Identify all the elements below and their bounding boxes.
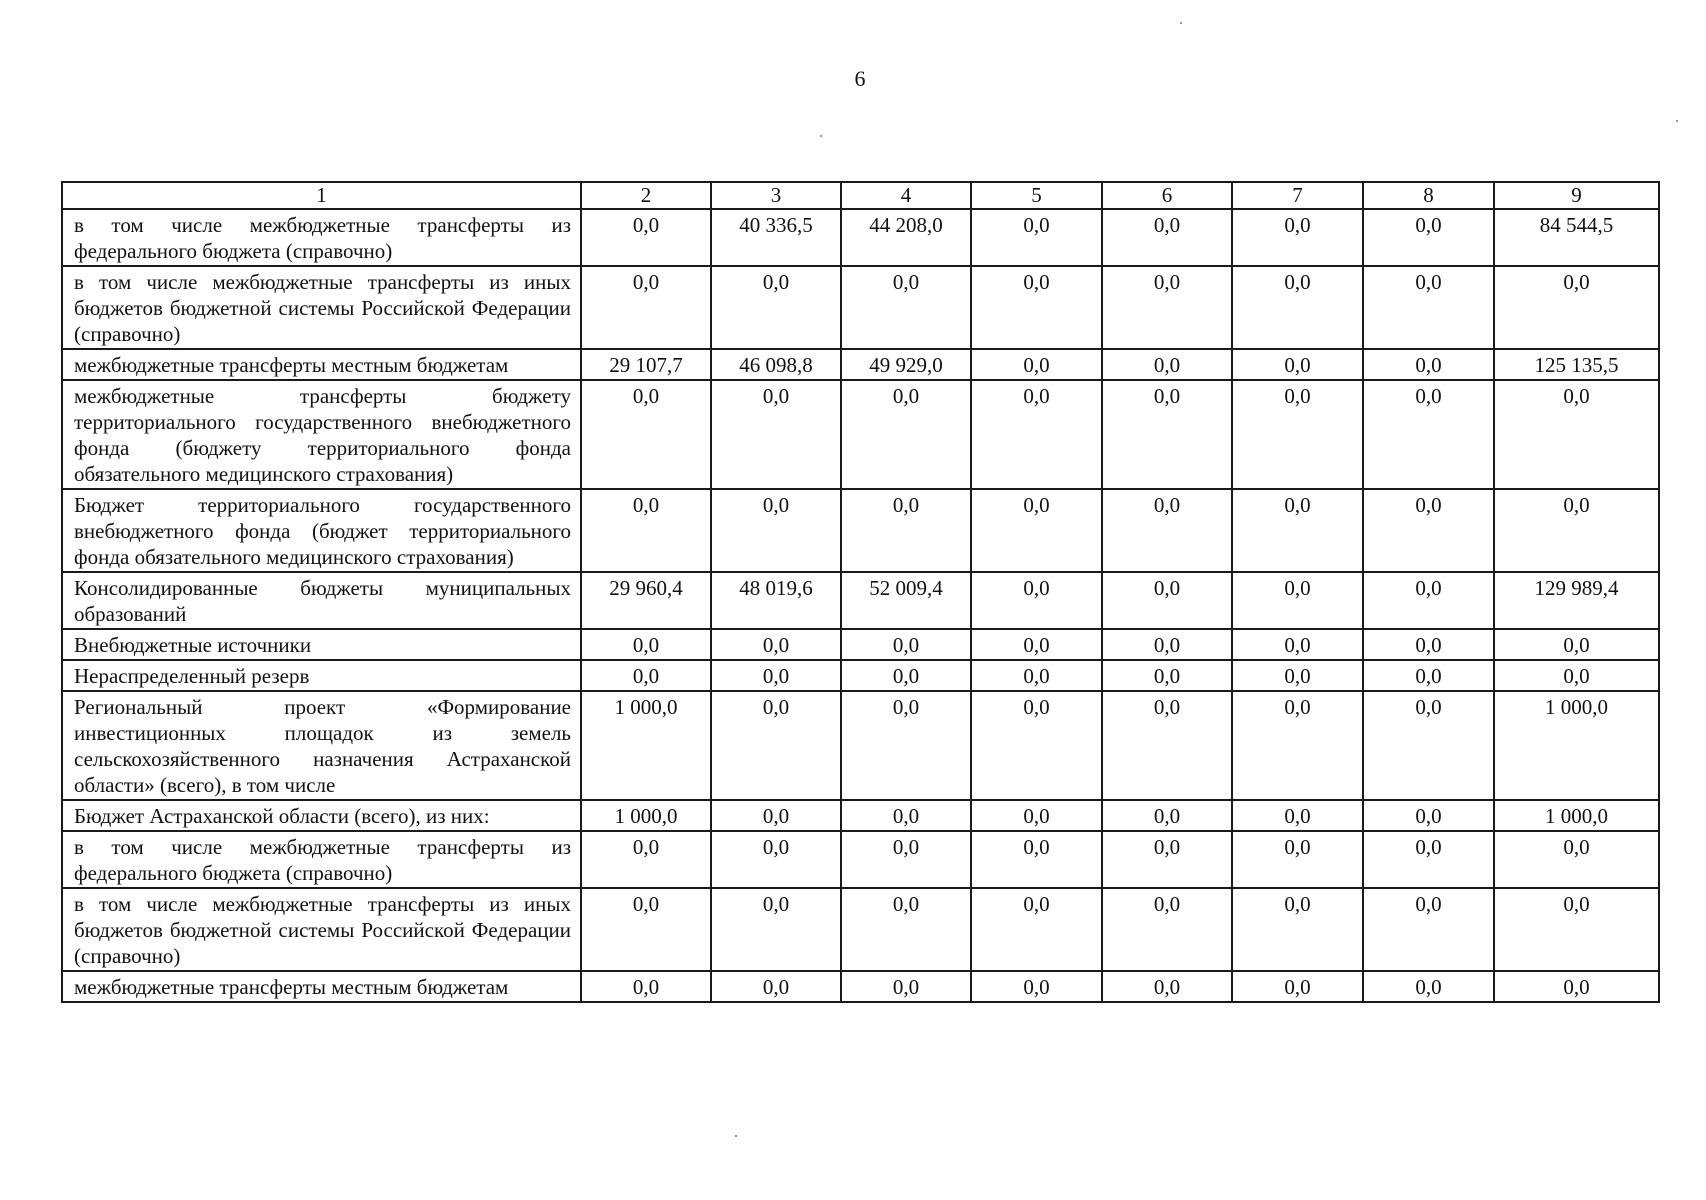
column-header: 6 <box>1102 182 1232 209</box>
table-cell: 0,0 <box>971 629 1102 660</box>
table-cell: 1 000,0 <box>1494 800 1659 831</box>
column-header: 9 <box>1494 182 1659 209</box>
table-row <box>62 888 1659 971</box>
row-label: в том числе межбюджетные трансферты из федерального бюджета (справочно) <box>62 831 581 888</box>
row-label: межбюджетные трансферты бюджету территориального государственного внебюджетного фонда (бюджету территориального фонда обязательного медицинского страхования) <box>62 380 581 489</box>
table-cell: 0,0 <box>1363 349 1494 380</box>
table-cell: 46 098,8 <box>711 349 841 380</box>
table-cell: 29 107,7 <box>581 349 711 380</box>
table-cell: 0,0 <box>581 629 711 660</box>
table-cell: 0,0 <box>971 572 1102 629</box>
table-cell: 40 336,5 <box>711 209 841 266</box>
table-cell: 0,0 <box>711 629 841 660</box>
column-header: 5 <box>971 182 1102 209</box>
table-cell: 0,0 <box>841 629 971 660</box>
column-header: 7 <box>1232 182 1363 209</box>
row-label: Бюджет Астраханской области (всего), из них: <box>62 800 581 831</box>
table-cell: 44 208,0 <box>841 209 971 266</box>
table-cell: 0,0 <box>1363 572 1494 629</box>
row-label: в том числе межбюджетные трансферты из иных бюджетов бюджетной системы Российской Федерации (справочно) <box>62 266 581 349</box>
table-cell: 0,0 <box>711 660 841 691</box>
table-cell: 0,0 <box>1363 266 1494 349</box>
table-cell: 0,0 <box>1232 209 1363 266</box>
table-cell: 0,0 <box>1102 349 1232 380</box>
table-cell: 0,0 <box>711 489 841 572</box>
table-cell: 0,0 <box>971 691 1102 800</box>
table-cell: 129 989,4 <box>1494 572 1659 629</box>
table-cell: 0,0 <box>1494 380 1659 489</box>
table-cell: 0,0 <box>581 489 711 572</box>
table-cell: 0,0 <box>1232 660 1363 691</box>
table-cell: 0,0 <box>1232 380 1363 489</box>
row-label: Бюджет территориального государственного внебюджетного фонда (бюджет территориального фонда обязательного медицинского страхования) <box>62 489 581 572</box>
table-cell: 48 019,6 <box>711 572 841 629</box>
column-header: 4 <box>841 182 971 209</box>
table-cell: 0,0 <box>1102 800 1232 831</box>
table-cell: 0,0 <box>1102 489 1232 572</box>
table-row <box>62 660 1659 691</box>
table-cell: 0,0 <box>711 888 841 971</box>
table-cell: 1 000,0 <box>581 691 711 800</box>
table-cell: 0,0 <box>1232 266 1363 349</box>
table-cell: 0,0 <box>1494 266 1659 349</box>
table-cell: 0,0 <box>1232 691 1363 800</box>
table-cell: 0,0 <box>1102 831 1232 888</box>
table-cell: 0,0 <box>581 380 711 489</box>
table-cell: 0,0 <box>1102 888 1232 971</box>
table-cell: 0,0 <box>971 888 1102 971</box>
row-label: Региональный проект «Формирование инвестиционных площадок из земель сельскохозяйственного назначения Астраханской области» (всего), в том числе <box>62 691 581 800</box>
header-row <box>62 182 1659 209</box>
table-cell: 0,0 <box>841 660 971 691</box>
table-cell: 0,0 <box>711 380 841 489</box>
table-cell: 84 544,5 <box>1494 209 1659 266</box>
table-cell: 0,0 <box>1363 971 1494 1002</box>
table-cell: 0,0 <box>971 349 1102 380</box>
table-cell: 0,0 <box>841 888 971 971</box>
table-cell: 0,0 <box>1494 831 1659 888</box>
column-header: 3 <box>711 182 841 209</box>
table-cell: 0,0 <box>581 831 711 888</box>
table-cell: 0,0 <box>1102 629 1232 660</box>
scan-speck <box>1180 22 1182 24</box>
table-cell: 0,0 <box>1494 629 1659 660</box>
table-cell: 0,0 <box>1494 888 1659 971</box>
table-cell: 0,0 <box>971 380 1102 489</box>
table-cell: 0,0 <box>1494 489 1659 572</box>
table-cell: 0,0 <box>1102 380 1232 489</box>
row-label: Нераспределенный резерв <box>62 660 581 691</box>
table-cell: 0,0 <box>841 800 971 831</box>
table-row <box>62 489 1659 572</box>
table-cell: 1 000,0 <box>581 800 711 831</box>
row-label: Внебюджетные источники <box>62 629 581 660</box>
table-cell: 0,0 <box>1363 800 1494 831</box>
table-cell: 0,0 <box>1232 489 1363 572</box>
table-cell: 0,0 <box>711 691 841 800</box>
table-row <box>62 971 1659 1002</box>
page-number: 6 <box>854 66 866 91</box>
table-row <box>62 691 1659 800</box>
table-row <box>62 349 1659 380</box>
table-cell: 0,0 <box>971 971 1102 1002</box>
table-body <box>62 209 1659 1002</box>
table-cell: 0,0 <box>841 831 971 888</box>
table-cell: 0,0 <box>841 489 971 572</box>
table-cell: 0,0 <box>1102 660 1232 691</box>
table-cell: 0,0 <box>1232 971 1363 1002</box>
table-cell: 0,0 <box>1363 831 1494 888</box>
table-cell: 0,0 <box>1232 349 1363 380</box>
row-label: Консолидированные бюджеты муниципальных образований <box>62 572 581 629</box>
row-label: межбюджетные трансферты местным бюджетам <box>62 349 581 380</box>
table-row <box>62 572 1659 629</box>
table-row <box>62 831 1659 888</box>
table-cell: 0,0 <box>711 800 841 831</box>
scan-speck <box>735 1135 737 1137</box>
table-cell: 0,0 <box>581 888 711 971</box>
table-row <box>62 629 1659 660</box>
table-cell: 52 009,4 <box>841 572 971 629</box>
table-cell: 0,0 <box>971 489 1102 572</box>
table-cell: 0,0 <box>1363 691 1494 800</box>
table-cell: 0,0 <box>971 660 1102 691</box>
table-row <box>62 800 1659 831</box>
table-cell: 0,0 <box>971 266 1102 349</box>
table-cell: 0,0 <box>841 266 971 349</box>
column-header: 8 <box>1363 182 1494 209</box>
table-cell: 0,0 <box>1363 888 1494 971</box>
row-label: межбюджетные трансферты местным бюджетам <box>62 971 581 1002</box>
table-cell: 0,0 <box>1494 971 1659 1002</box>
row-label: в том числе межбюджетные трансферты из федерального бюджета (справочно) <box>62 209 581 266</box>
row-label: в том числе межбюджетные трансферты из иных бюджетов бюджетной системы Российской Федерации (справочно) <box>62 888 581 971</box>
table-cell: 0,0 <box>1232 888 1363 971</box>
table-cell: 0,0 <box>1363 489 1494 572</box>
scan-speck <box>820 135 822 137</box>
table-cell: 0,0 <box>581 209 711 266</box>
table-row <box>62 209 1659 266</box>
table-cell: 0,0 <box>841 971 971 1002</box>
table-cell: 0,0 <box>1363 660 1494 691</box>
table-cell: 125 135,5 <box>1494 349 1659 380</box>
table-cell: 0,0 <box>1363 629 1494 660</box>
table-cell: 0,0 <box>1102 209 1232 266</box>
table-cell: 0,0 <box>1102 266 1232 349</box>
table-cell: 0,0 <box>581 266 711 349</box>
table-cell: 0,0 <box>1102 971 1232 1002</box>
table-cell: 1 000,0 <box>1494 691 1659 800</box>
table-cell: 0,0 <box>971 209 1102 266</box>
table-cell: 49 929,0 <box>841 349 971 380</box>
table-cell: 0,0 <box>1102 691 1232 800</box>
table-cell: 0,0 <box>1232 629 1363 660</box>
table-cell: 0,0 <box>1494 660 1659 691</box>
table-cell: 0,0 <box>581 971 711 1002</box>
table-cell: 0,0 <box>711 831 841 888</box>
table-row <box>62 266 1659 349</box>
table-cell: 0,0 <box>1363 380 1494 489</box>
table-cell: 0,0 <box>971 800 1102 831</box>
table-cell: 0,0 <box>1363 209 1494 266</box>
column-header: 1 <box>62 182 581 209</box>
table-cell: 0,0 <box>711 971 841 1002</box>
table-cell: 0,0 <box>711 266 841 349</box>
budget-table <box>61 181 1660 1003</box>
table-cell: 0,0 <box>1232 572 1363 629</box>
column-header: 2 <box>581 182 711 209</box>
table-cell: 0,0 <box>841 380 971 489</box>
table-row <box>62 380 1659 489</box>
table-cell: 0,0 <box>1232 800 1363 831</box>
table-cell: 0,0 <box>841 691 971 800</box>
table-cell: 0,0 <box>581 660 711 691</box>
table-cell: 0,0 <box>1102 572 1232 629</box>
table-cell: 29 960,4 <box>581 572 711 629</box>
table-cell: 0,0 <box>1232 831 1363 888</box>
table-cell: 0,0 <box>971 831 1102 888</box>
scan-speck <box>1676 120 1678 122</box>
